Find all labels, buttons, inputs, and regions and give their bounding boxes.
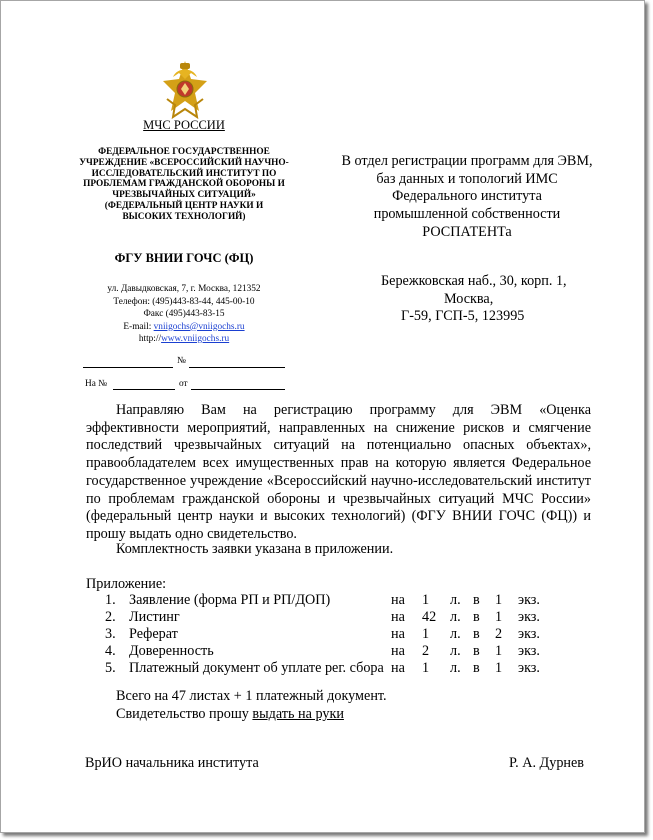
attachment-in: в	[473, 609, 480, 625]
addressee-line-4: промышленной собственности	[373, 206, 561, 223]
attachment-l: л.	[450, 626, 461, 642]
attachment-number: 2.	[105, 609, 116, 625]
sender-website-line	[79, 333, 289, 346]
contact-block	[79, 283, 289, 346]
email-link[interactable]: vniigochs@vniigochs.ru	[153, 321, 245, 332]
attachment-sheets: 1	[422, 660, 430, 676]
addressee-line-1: В отдел регистрации программ для ЭВМ,	[341, 153, 593, 169]
addressee-line-3: Федерального института	[392, 188, 542, 205]
attachment-on: на	[391, 609, 405, 625]
certificate-delivery: выдать на руки	[252, 706, 344, 722]
attachment-copies: 1	[495, 660, 503, 676]
signer-name: Р. А. Дурнев	[509, 755, 585, 771]
summary-block	[116, 687, 387, 723]
attachment-l: л.	[450, 609, 461, 625]
attachment-number: 3.	[105, 626, 116, 642]
address-line-1: Бережковская наб., 30, корп. 1,	[381, 273, 567, 289]
attachment-name: Реферат	[129, 626, 178, 642]
attachment-in: в	[473, 660, 480, 676]
attachment-on: на	[391, 626, 405, 642]
attachment-number: 5.	[105, 660, 116, 676]
attachment-row	[1, 642, 653, 660]
attachment-copies: 1	[495, 609, 503, 625]
certificate-prefix: Свидетельство прошу	[116, 706, 253, 722]
attachments-heading: Приложение:	[86, 576, 167, 592]
outgoing-date-line	[83, 367, 173, 368]
sender-email-line	[79, 321, 289, 334]
attachment-ekz: экз.	[518, 592, 540, 608]
total-sheets: Всего на 47 листах + 1 платежный документ.	[116, 688, 387, 704]
address-line-3: Г-59, ГСП-5, 123995	[401, 308, 525, 324]
attachment-on: на	[391, 660, 405, 676]
sender-fax: Факс (495)443-83-15	[143, 309, 225, 319]
signer-position: ВрИО начальника института	[85, 755, 259, 771]
attachment-sheets: 1	[422, 626, 430, 642]
completeness-note: Комплектность заявки указана в приложении.	[116, 541, 394, 557]
attachment-name: Платежный документ об уплате рег. сбора	[129, 660, 384, 676]
website-link[interactable]: www.vniigochs.ru	[161, 334, 230, 344]
attachment-copies: 1	[495, 592, 503, 608]
attachment-number: 1.	[105, 592, 116, 608]
attachment-on: на	[391, 592, 405, 608]
attachment-l: л.	[450, 643, 461, 659]
http-label: http://	[138, 334, 162, 344]
attachment-row	[1, 659, 653, 677]
attachment-in: в	[473, 626, 480, 642]
on-number-line	[113, 389, 175, 390]
attachment-sheets: 42	[422, 609, 437, 625]
attachment-name: Доверенность	[129, 643, 214, 659]
ministry-name: МЧС РОССИИ	[143, 118, 225, 132]
organization-short-name: ФГУ ВНИИ ГОЧС (ФЦ)	[114, 251, 254, 265]
outgoing-number-sign: №	[177, 356, 186, 366]
from-label: от	[179, 379, 188, 389]
attachment-copies: 1	[495, 643, 503, 659]
attachment-name: Заявление (форма РП и РП/ДОП)	[129, 592, 331, 608]
address-line-2: Москва,	[444, 291, 494, 307]
attachment-l: л.	[450, 592, 461, 608]
attachment-row	[1, 608, 653, 626]
attachment-ekz: экз.	[518, 643, 540, 659]
certificate-request	[116, 705, 387, 723]
on-number-label: На №	[85, 379, 108, 389]
attachment-row	[1, 591, 653, 609]
main-paragraph: Направляю Вам на регистрацию программу для ЭВМ «Оценка эффективности мероприятий, направленных на снижение рисков и смягчение последствий чрезвычайных ситуаций на потенциально опасных объектах», правообладателем всех имущественных прав на которую является Федеральное государственное учреждение «Всероссийский научно-исследовательский институт по проблемам гражданской обороны и чрезвычайных ситуаций МЧС России» (федеральный центр науки и высоких технологий) (ФГУ ВНИИ ГОЧС (ФЦ)) и прошу выдать одно свидетельство.	[86, 402, 591, 542]
outgoing-number-line	[189, 367, 285, 368]
organization-full-name: ФЕДЕРАЛЬНОЕ ГОСУДАРСТВЕННОЕ УЧРЕЖДЕНИЕ «ВСЕРОССИЙСКИЙ НАУЧНО-ИССЛЕДОВАТЕЛЬСКИЙ ИНСТИТУТ ПО ПРОБЛЕМАМ ГРАЖДАНСКОЙ ОБОРОНЫ И ЧРЕЗВЫЧАЙНЫХ СИТУАЦИЙ» (ФЕДЕРАЛЬНЫЙ ЦЕНТР НАУКИ И ВЫСОКИХ ТЕХНОЛОГИЙ)	[79, 147, 289, 222]
addressee-block	[331, 153, 603, 242]
attachment-ekz: экз.	[518, 626, 540, 642]
email-label: E-mail:	[123, 321, 152, 332]
sender-address: ул. Давыдковская, 7, г. Москва, 121352	[107, 284, 261, 294]
addressee-line-2: баз данных и топологий ИМС	[376, 170, 558, 187]
attachment-on: на	[391, 643, 405, 659]
addressee-line-5: РОСПАТЕНТа	[422, 223, 512, 240]
attachment-sheets: 1	[422, 592, 430, 608]
mchs-emblem-icon	[161, 59, 209, 119]
attachment-ekz: экз.	[518, 609, 540, 625]
attachment-row	[1, 625, 653, 643]
attachment-number: 4.	[105, 643, 116, 659]
attachment-in: в	[473, 643, 480, 659]
attachment-in: в	[473, 592, 480, 608]
from-date-line	[191, 389, 285, 390]
attachment-copies: 2	[495, 626, 503, 642]
attachment-sheets: 2	[422, 643, 430, 659]
attachment-name: Листинг	[129, 609, 180, 625]
attachment-l: л.	[450, 660, 461, 676]
sender-phone: Телефон: (495)443-83-44, 445-00-10	[113, 296, 255, 307]
attachment-ekz: экз.	[518, 660, 540, 676]
